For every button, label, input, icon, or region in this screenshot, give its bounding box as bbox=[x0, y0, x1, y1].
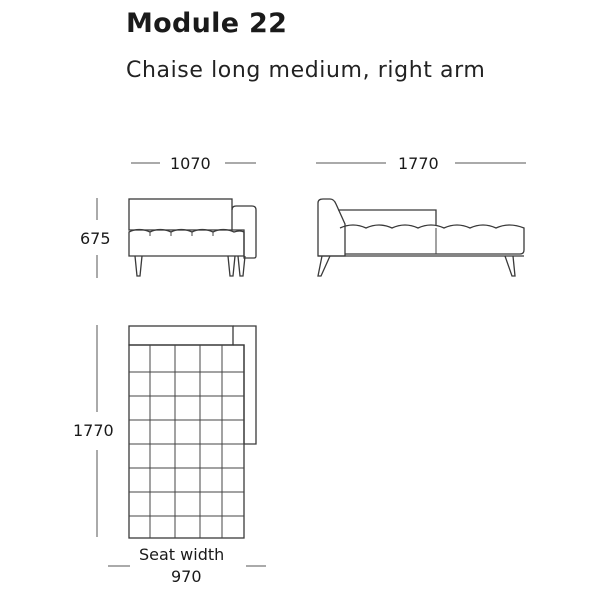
module-subtitle: Chaise long medium, right arm bbox=[126, 58, 486, 83]
height-label: 675 bbox=[80, 229, 111, 248]
seat-width-value: 970 bbox=[171, 567, 202, 586]
top-view-sofa bbox=[129, 326, 256, 538]
front-view-sofa bbox=[129, 199, 256, 276]
top-length-label: 1770 bbox=[73, 421, 114, 440]
module-title: Module 22 bbox=[126, 8, 288, 39]
side-length-label: 1770 bbox=[398, 154, 439, 173]
front-width-label: 1070 bbox=[170, 154, 211, 173]
seat-width-label: Seat width bbox=[139, 545, 225, 564]
side-view-sofa bbox=[318, 199, 524, 276]
